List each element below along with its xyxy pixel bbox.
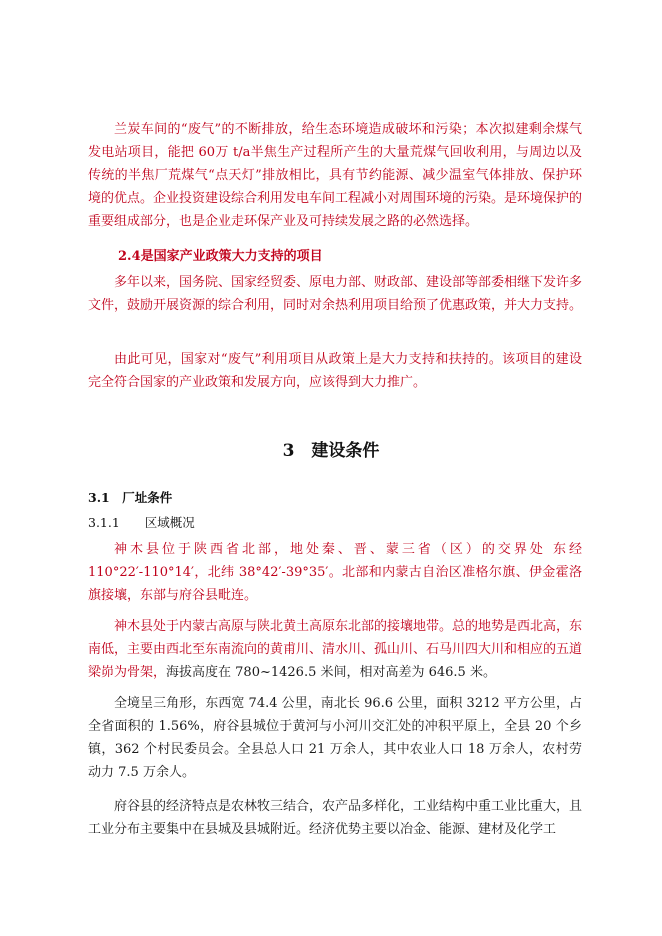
paragraph-policy-docs: 多年以来，国务院、国家经贸委、原电力部、财政部、建设部等部委相继下发许多文件，鼓励开展资源的综合利用，同时对余热利用项目给预了优惠政策，并大力支持。 (88, 275, 583, 313)
section-heading-3-1-1: 3.1.1 区域概况 (88, 515, 195, 530)
section-heading-3-1: 3.1 厂址条件 (88, 490, 173, 505)
paragraph-terrain (88, 615, 582, 684)
paragraph-economy: 府谷县的经济特点是农林牧三结合，农产品多样化，工业结构中重工业比重大，且工业分布主要集中在县城及县城附近。经济优势主要以冶金、能源、建材及化学工 (88, 799, 583, 837)
section-heading-2-4: 2.4是国家产业政策大力支持的项目 (118, 249, 323, 264)
paragraph-area-population: 全境呈三角形，东西宽 74.4 公里，南北长 96.6 公里，面积 3212 平方公里，占全省面积的 1.56%，府谷县城位于黄河与小河川交汇处的冲积平原上，全县 20 个乡镇，362 个村民委员会。全县总人口 21 万余人，其中农业人口 18 万余人，农村劳动力 7.5 万余人。 (88, 696, 582, 780)
paragraph-location: 神木县位于陕西省北部，地处秦、晋、蒙三省（区）的交界处 东经 110°22′-110°14′，北纬 38°42′-39°35′。北部和内蒙古自治区准格尔旗、伊金霍洛旗接壤，东部与府谷县毗连。 (88, 542, 582, 603)
chapter-title: 3 建设条件 (282, 441, 380, 461)
paragraph-policy-support: 由此可见，国家对“废气”利用项目从政策上是大力支持和扶持的。该项目的建设完全符合国家的产业政策和发展方向，应该得到大力推广。 (88, 352, 582, 390)
terrain-text-red: 神木县处于内蒙古高原与陕北黄土高原东北部的接壤地带。总的地势是西北高，东南低，主要由西北至东南流向的黄甫川、清水川、孤山川、石马川四大川和相应的五道梁峁为骨架， (88, 619, 583, 680)
paragraph-waste-gas: 兰炭车间的“废气”的不断排放，给生态环境造成破坏和污染；本次拟建剩余煤气发电站项目，能把 60万 t/a半焦生产过程所产生的大量荒煤气回收利用，与周边以及传统的半焦厂荒煤气“点天灯”排放相比，具有节约能源、减少温室气体排放、保护环境的优点。企业投资建设综合利用发电车间工程减小对周围环境的污染。是环境保护的重要组成部分，也是企业走环保产业及可持续发展之路的必然选择。 (88, 122, 583, 229)
terrain-text-elevation: 海拔高度在 780~1426.5 米间，相对高差为 646.5 米。 (166, 665, 496, 680)
